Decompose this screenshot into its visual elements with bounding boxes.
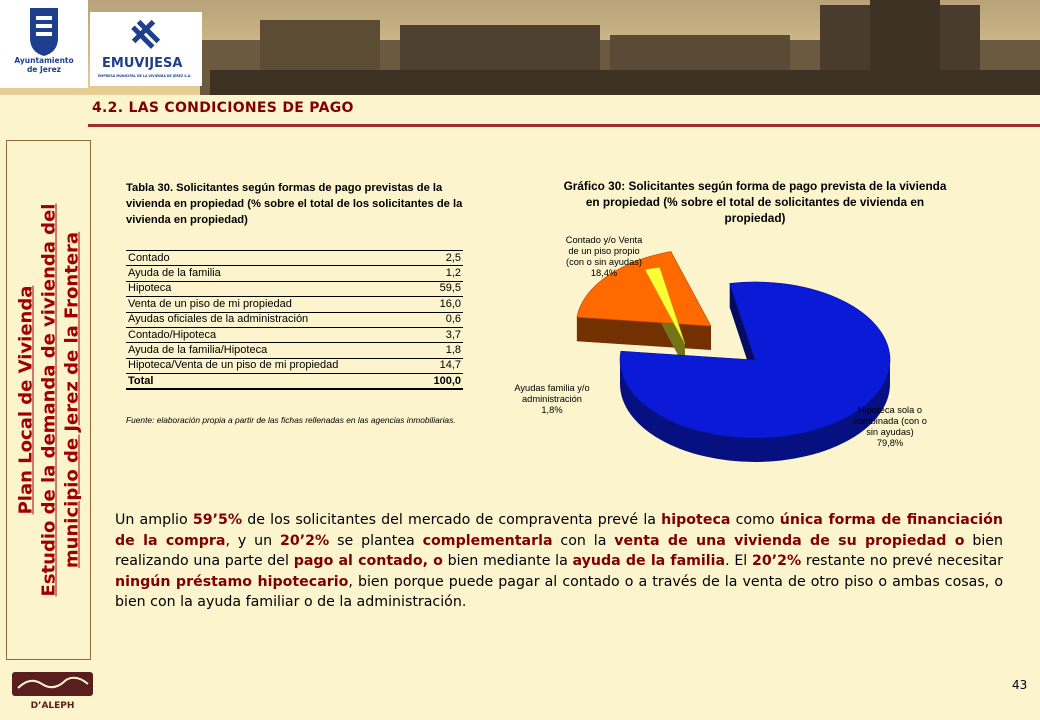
page-number: 43 — [1012, 678, 1028, 692]
pie-label-line: Contado y/o Venta — [565, 235, 643, 245]
pie-label-line: 79,8% — [876, 438, 904, 448]
table-caption: Tabla 30. Solicitantes según formas de pago previstas de la vivienda en propiedad (% sobre el total de los solicitantes de la vivienda en propiedad) — [126, 182, 463, 226]
table-cell-value: 2,5 — [423, 251, 463, 266]
paragraph-text: se plantea — [329, 532, 423, 549]
table-block — [126, 180, 466, 426]
pie-label-line: administración — [522, 394, 582, 404]
paragraph-text: , bien porque puede pagar al contado o a través de la venta de otro piso o ambas cosas, o bien con la ayuda familiar o de la administración. — [115, 573, 1003, 611]
table-total-row — [126, 374, 463, 389]
paragraph-bold: ayuda de la familia — [572, 553, 726, 570]
header-banner — [0, 0, 1040, 95]
paragraph-text: con la — [552, 532, 615, 549]
table-cell-label: Contado — [126, 251, 423, 266]
paragraph-text: de los solicitantes del mercado de compraventa prevé la — [242, 512, 662, 528]
table-row — [126, 312, 463, 327]
emuvijesa-logo — [90, 12, 202, 86]
pie-label-line: Hipoteca sola o — [857, 405, 923, 415]
paragraph-bold: 20’2% — [280, 532, 330, 549]
table-cell-label: Contado/Hipoteca — [126, 327, 423, 342]
table-cell-label: Ayuda de la familia — [126, 266, 423, 281]
paragraph-bold: venta de una vivienda de su propiedad o — [614, 532, 965, 549]
paragraph-text: . El — [725, 553, 752, 570]
table-row — [126, 266, 463, 281]
side-panel — [6, 140, 91, 660]
side-panel-text — [14, 145, 83, 655]
table-cell-label: Ayuda de la familia/Hipoteca — [126, 343, 423, 358]
paragraph-bold: pago al contado, o — [293, 553, 443, 570]
emuvijesa-logo-subtitle: EMPRESA MUNICIPAL DE LA VIVIENDA DE JEREZ S.A. — [98, 74, 192, 78]
title-divider — [88, 124, 1040, 127]
table-cell-value: 14,7 — [423, 358, 463, 373]
emuvijesa-logo-name: EMUVIJESA — [102, 56, 183, 71]
paragraph-text: , y un — [225, 532, 281, 549]
table-row — [126, 327, 463, 342]
table-cell-value: 0,6 — [423, 312, 463, 327]
table-row — [126, 297, 463, 312]
pie-label-line: 18,4% — [590, 268, 618, 278]
pie-label-line: Ayudas familia y/o — [514, 383, 590, 393]
side-panel-subtitle-line1: Estudio de la demanda de vivienda del — [38, 203, 59, 597]
ayuntamiento-shield-icon — [0, 0, 88, 88]
table-cell-value: 1,2 — [423, 266, 463, 281]
side-panel-subtitle-line2: municipio de Jerez de la Frontera — [61, 231, 82, 569]
pie-label-line: combinada (con o — [853, 416, 927, 426]
table-row — [126, 358, 463, 373]
table-cell-label: Hipoteca/Venta de un piso de mi propiedad — [126, 358, 423, 373]
table-row — [126, 281, 463, 296]
body-paragraph — [115, 510, 1003, 613]
section-title: 4.2. LAS CONDICIONES DE PAGO — [92, 100, 354, 116]
paragraph-text: como — [730, 512, 780, 528]
table-cell-value: 59,5 — [423, 281, 463, 296]
data-table — [126, 250, 463, 390]
pie-label-2 — [514, 383, 589, 415]
ayuntamiento-logo-text: Ayuntamiento de Jerez — [14, 56, 74, 74]
pie-label-line: (con o sin ayudas) — [566, 257, 642, 267]
side-panel-title: Plan Local de Vivienda — [15, 285, 36, 515]
table-row — [126, 343, 463, 358]
paragraph-text: Un amplio — [115, 512, 193, 528]
pie-chart — [480, 230, 940, 470]
table-cell-value: 1,8 — [423, 343, 463, 358]
paragraph-bold: hipoteca — [661, 512, 731, 528]
table-source: Fuente: elaboración propia a partir de las fichas rellenadas en las agencias inmobiliarias. — [126, 415, 456, 426]
table-cell-value: 3,7 — [423, 327, 463, 342]
paragraph-bold: complementarla — [422, 532, 553, 549]
pie-label-line: de un piso propio — [568, 246, 640, 256]
chart-title: Gráfico 30: Solicitantes según forma de pago prevista de la vivienda en propiedad (% sobre el total de solicitantes de vivienda en propiedad) — [563, 179, 947, 225]
table-cell-label: Venta de un piso de mi propiedad — [126, 297, 423, 312]
table-cell-value: 16,0 — [423, 297, 463, 312]
table-cell-label: Total — [126, 374, 423, 389]
table-cell-value: 100,0 — [423, 374, 463, 389]
pie-label-line: 1,8% — [541, 405, 563, 415]
ayuntamiento-logo — [0, 0, 88, 88]
paragraph-bold: 20’2% — [751, 553, 802, 570]
paragraph-bold: ningún préstamo hipotecario — [115, 573, 349, 590]
paragraph-text: bien realizando una parte del — [115, 532, 1004, 570]
table-cell-label: Ayudas oficiales de la administración — [126, 312, 423, 327]
table-cell-label: Hipoteca — [126, 281, 423, 296]
paragraph-text: bien mediante la — [442, 553, 573, 570]
daleph-logo-text: D’ALEPH — [30, 701, 75, 711]
paragraph-text: restante no prevé necesitar — [801, 553, 1003, 570]
paragraph-bold: única forma de financiación de la compra — [115, 512, 1003, 549]
pie-label-line: sin ayudas) — [866, 427, 914, 437]
table-row — [126, 251, 463, 266]
paragraph-bold: 59’5% — [192, 512, 243, 528]
daleph-logo — [10, 670, 95, 712]
